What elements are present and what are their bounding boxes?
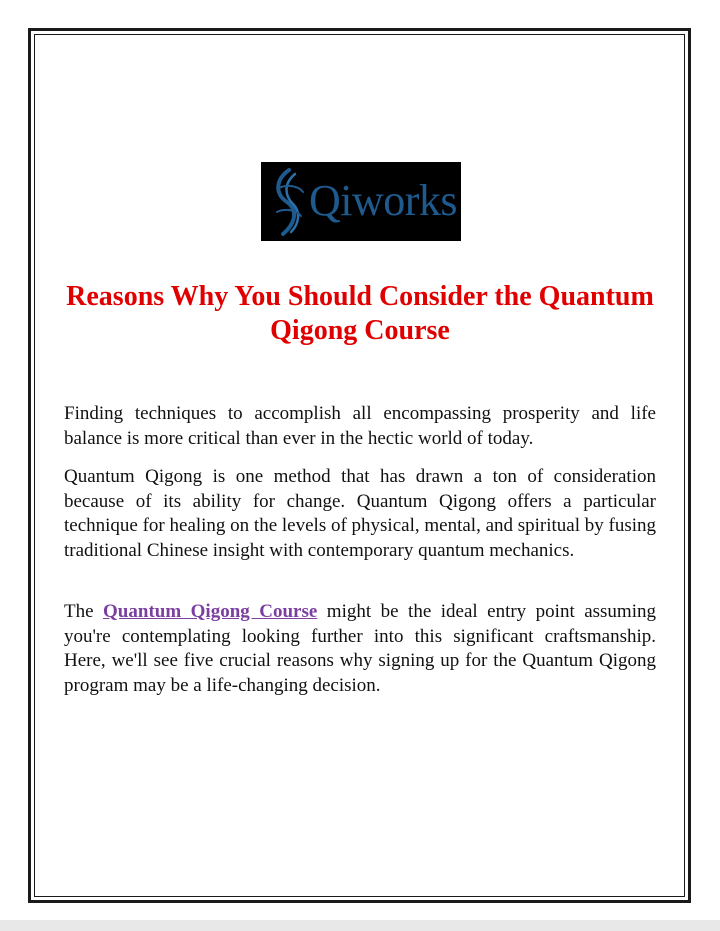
- logo-wordmark: Qiworks: [309, 176, 458, 225]
- paragraph-intro: Finding techniques to accomplish all encompassing prosperity and life balance is more critical than ever in the hectic world of today.: [64, 403, 656, 449]
- qiworks-logo: [261, 162, 461, 241]
- paragraph-course-rest: might be the ideal entry point assuming you're contemplating looking further into this significant craftsmanship. Here, we'll see five crucial reasons why signing up for the Quantum Qigong program may be a life-changing decision.: [64, 601, 656, 696]
- paragraph-quantum-qigong: Quantum Qigong is one method that has drawn a ton of consideration because of its ability for change. Quantum Qigong offers a particular technique for healing on the levels of physical, mental, and spiritual by fusing traditional Chinese insight with contemporary quantum mechanics.: [64, 466, 657, 561]
- paragraph-course: [64, 600, 656, 698]
- quantum-qigong-course-link[interactable]: Quantum Qigong Course: [103, 601, 318, 622]
- page-bottom-shadow: [0, 920, 720, 931]
- paragraph-course-lead: The: [64, 601, 104, 622]
- article-title: Reasons Why You Should Consider the Quantum Qigong Course: [66, 281, 654, 346]
